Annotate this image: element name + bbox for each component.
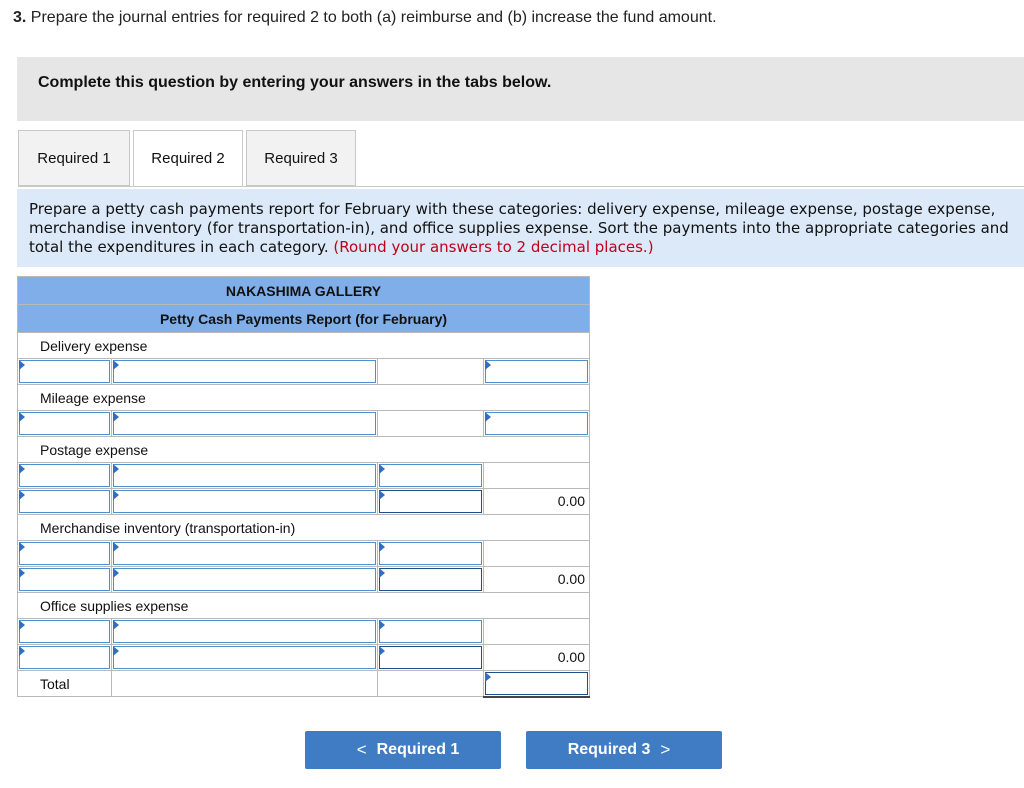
next-required-3-button[interactable] — [526, 731, 722, 769]
merchandise-description-input-1[interactable] — [112, 541, 378, 567]
postage-description-input-2[interactable] — [112, 489, 378, 515]
merchandise-subtotal — [484, 567, 590, 593]
question-text — [13, 9, 717, 27]
question-body: Prepare the journal entries for required 2 to both (a) reimburse and (b) increase the fund amount. — [30, 9, 717, 26]
category-office-label: Office supplies expense — [18, 593, 590, 619]
total-input[interactable] — [484, 671, 590, 697]
merchandise-amount-input-2[interactable] — [378, 567, 484, 593]
question-number: 3. — [13, 9, 27, 26]
table-row — [18, 359, 590, 385]
prompt-panel — [17, 189, 1024, 267]
postage-subtotal-value: 0.00 — [557, 493, 585, 509]
office-amount-input-2[interactable] — [378, 645, 484, 671]
office-subtotal — [484, 645, 590, 671]
total-row — [18, 671, 590, 697]
merchandise-total-cell-1 — [484, 541, 590, 567]
table-row — [18, 567, 590, 593]
report-title: Petty Cash Payments Report (for February) — [18, 305, 590, 333]
merchandise-subtotal-value: 0.00 — [557, 571, 585, 587]
chevron-left-icon: < — [356, 740, 367, 759]
table-row — [18, 619, 590, 645]
category-mileage-label: Mileage expense — [18, 385, 590, 411]
category-postage-label: Postage expense — [18, 437, 590, 463]
office-subtotal-value: 0.00 — [557, 649, 585, 665]
prev-button-label: Required 1 — [376, 741, 460, 758]
delivery-amount-cell — [378, 359, 484, 385]
tab-required-3[interactable]: Required 3 — [246, 130, 356, 186]
merchandise-description-input-2[interactable] — [112, 567, 378, 593]
instruction-bar — [17, 57, 1024, 121]
instruction-text: Complete this question by entering your answers in the tabs below. — [38, 74, 552, 91]
office-total-cell-1 — [484, 619, 590, 645]
office-description-input-2[interactable] — [112, 645, 378, 671]
office-amount-input-1[interactable] — [378, 619, 484, 645]
category-merchandise-label: Merchandise inventory (transportation-in) — [18, 515, 590, 541]
total-label: Total — [18, 671, 112, 697]
delivery-total-input[interactable] — [484, 359, 590, 385]
office-date-input-1[interactable] — [18, 619, 112, 645]
prev-required-1-button[interactable] — [305, 731, 501, 769]
delivery-date-input[interactable] — [18, 359, 112, 385]
postage-amount-input-2[interactable] — [378, 489, 484, 515]
total-description-cell — [112, 671, 378, 697]
postage-total-cell-1 — [484, 463, 590, 489]
tab-required-1[interactable]: Required 1 — [18, 130, 130, 186]
postage-date-input-2[interactable] — [18, 489, 112, 515]
postage-subtotal — [484, 489, 590, 515]
petty-cash-report-table — [17, 276, 590, 698]
tab-required-2[interactable]: Required 2 — [133, 130, 243, 187]
table-row — [18, 541, 590, 567]
postage-date-input-1[interactable] — [18, 463, 112, 489]
prompt-text: Prepare a petty cash payments report for February with these categories: delivery expense, mileage expense, postage expense, merchandise inventory (for transportation-in), and office supplies expense. Sort the payments into the appropriate categories and total the expenditures in each category. — [29, 200, 1009, 256]
total-amount-cell — [378, 671, 484, 697]
tab-divider — [18, 186, 1024, 187]
mileage-date-input[interactable] — [18, 411, 112, 437]
postage-description-input-1[interactable] — [112, 463, 378, 489]
office-description-input-1[interactable] — [112, 619, 378, 645]
merchandise-date-input-2[interactable] — [18, 567, 112, 593]
mileage-total-input[interactable] — [484, 411, 590, 437]
table-row — [18, 463, 590, 489]
delivery-description-input[interactable] — [112, 359, 378, 385]
category-delivery-label: Delivery expense — [18, 333, 590, 359]
table-row — [18, 411, 590, 437]
company-name: NAKASHIMA GALLERY — [18, 277, 590, 305]
merchandise-date-input-1[interactable] — [18, 541, 112, 567]
chevron-right-icon: > — [660, 740, 671, 759]
mileage-amount-cell — [378, 411, 484, 437]
mileage-description-input[interactable] — [112, 411, 378, 437]
rounding-note: (Round your answers to 2 decimal places.) — [333, 238, 654, 256]
table-row — [18, 645, 590, 671]
next-button-label: Required 3 — [567, 741, 651, 758]
postage-amount-input-1[interactable] — [378, 463, 484, 489]
office-date-input-2[interactable] — [18, 645, 112, 671]
table-row — [18, 489, 590, 515]
merchandise-amount-input-1[interactable] — [378, 541, 484, 567]
